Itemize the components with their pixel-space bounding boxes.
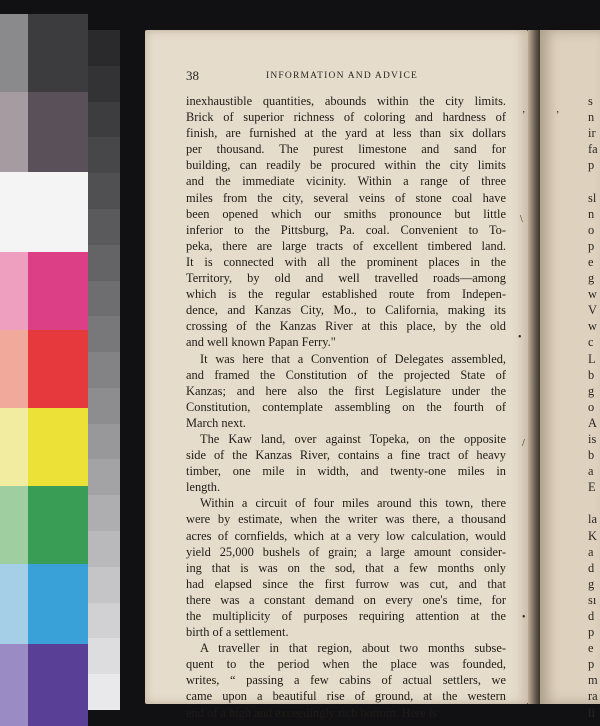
facing-page-fragment: a bbox=[588, 464, 594, 479]
gray-step bbox=[88, 102, 120, 138]
page-number: 38 bbox=[186, 68, 199, 83]
facing-page-fragment: g bbox=[588, 383, 595, 398]
color-calibration-strip bbox=[0, 0, 120, 726]
text-line: per thousand. The purest limestone and sand for bbox=[186, 142, 506, 157]
gray-step bbox=[88, 567, 120, 603]
facing-page-fragment: ir bbox=[588, 126, 596, 141]
gray-step bbox=[88, 459, 120, 495]
calibration-swatch bbox=[28, 14, 88, 92]
facing-page-fragment: p bbox=[588, 238, 595, 253]
gutter-mark: • bbox=[522, 612, 526, 623]
facing-page-fragment: p bbox=[588, 158, 595, 173]
gray-step bbox=[88, 173, 120, 209]
facing-page-fragment: c bbox=[588, 335, 594, 350]
calibration-swatch bbox=[28, 408, 88, 486]
facing-page-fragment: sl bbox=[588, 190, 597, 205]
gray-step bbox=[88, 281, 120, 317]
gray-step bbox=[88, 30, 120, 66]
text-line: building, can readily be procured within the city limits bbox=[186, 158, 506, 173]
facing-page-fragment: V bbox=[588, 303, 597, 318]
book-gutter bbox=[528, 30, 540, 704]
running-head: INFORMATION AND ADVICE bbox=[266, 71, 419, 81]
calibration-swatch bbox=[0, 252, 28, 330]
text-line: miles from the city, several veins of stone coal have bbox=[186, 190, 506, 205]
gray-step bbox=[88, 531, 120, 567]
text-line: birth of a settlement. bbox=[186, 625, 289, 640]
text-line: side of the Kanzas River, contains a fine tract of heavy bbox=[186, 448, 506, 463]
text-line: quent to the period when the place was founded, bbox=[186, 657, 506, 672]
text-line: length. bbox=[186, 480, 221, 495]
facing-page-fragment: d bbox=[588, 560, 595, 575]
text-line: which is the regular established route from Indepen- bbox=[186, 287, 506, 302]
gray-step bbox=[88, 424, 120, 460]
facing-page-fragment: n bbox=[588, 206, 595, 221]
text-line: ing that is was on the sod, that a few months only bbox=[186, 560, 506, 575]
facing-page-fragment: K bbox=[588, 528, 597, 543]
gray-step bbox=[88, 495, 120, 531]
calibration-swatch bbox=[28, 252, 88, 330]
facing-page-fragment: fa bbox=[588, 142, 598, 157]
facing-page-fragment: w bbox=[588, 287, 597, 302]
facing-page-fragment: a bbox=[588, 544, 594, 559]
text-line: Constitution, contemplate assembling on the fourth of bbox=[186, 399, 506, 414]
text-line: acres of cornfields, which at a very low calculation, would bbox=[186, 528, 506, 543]
calibration-swatch bbox=[0, 408, 28, 486]
text-line: Brick of superior richness of coloring and hardness of bbox=[186, 110, 506, 125]
facing-page-fragment: g bbox=[588, 576, 595, 591]
gray-step bbox=[88, 603, 120, 639]
facing-page-fragment: p bbox=[588, 657, 595, 672]
text-line: end of a high and exceedingly rich bottom. Here is bbox=[186, 705, 438, 720]
calibration-swatch bbox=[28, 564, 88, 644]
calibration-swatch bbox=[28, 644, 88, 726]
gray-step bbox=[88, 137, 120, 173]
text-line: Within a circuit of four miles around this town, there bbox=[200, 496, 506, 511]
text-line: and framed the Constitution of the projected State of bbox=[186, 367, 506, 382]
text-line: yield 25,000 bushels of grain; a large amount consider- bbox=[186, 544, 506, 559]
facing-page-fragment: A bbox=[588, 415, 597, 430]
gray-step bbox=[88, 66, 120, 102]
facing-page-fragment: w bbox=[588, 319, 597, 334]
facing-page-fragment: e bbox=[588, 641, 594, 656]
text-line: and well known Papan Ferry." bbox=[186, 335, 336, 350]
facing-page-fragment: d bbox=[588, 609, 595, 623]
text-line: The Kaw land, over against Topeka, on the opposite bbox=[200, 431, 506, 446]
text-line: timber, one mile in width, and twenty-one miles in bbox=[186, 464, 506, 479]
text-line: and the immediate vicinity. Within a range of three bbox=[186, 174, 506, 189]
facing-page-fragment: sı bbox=[588, 592, 597, 607]
calibration-swatch bbox=[0, 486, 28, 564]
page-body-text bbox=[186, 93, 506, 721]
facing-page-fragment: ra bbox=[588, 689, 598, 704]
gray-step bbox=[88, 245, 120, 281]
text-line: Kanzas; and here also the first Legislature under the bbox=[186, 383, 506, 398]
text-line: finish, are furnished at the yard at less than six dollars bbox=[186, 126, 506, 141]
facing-page-fragment: g bbox=[588, 271, 595, 286]
facing-page-fragment: li bbox=[588, 705, 595, 720]
text-line: there was a constant demand on every one's time, for bbox=[186, 592, 506, 607]
facing-page-fragment: b bbox=[588, 367, 595, 382]
calibration-swatch bbox=[0, 172, 88, 252]
calibration-swatch bbox=[0, 92, 28, 172]
text-line: inexhaustible quantities, abounds within the city limits. bbox=[186, 94, 506, 108]
facing-page-fragment: la bbox=[588, 512, 597, 527]
facing-page-fragment: p bbox=[588, 625, 595, 640]
text-line: It is connected with all the prominent places in the bbox=[186, 254, 506, 269]
facing-page-fragment: o bbox=[588, 222, 595, 237]
text-line: were by estimate, when the writer was there, a thousand bbox=[186, 512, 506, 527]
gutter-mark: ʼ bbox=[556, 110, 560, 121]
gray-step bbox=[88, 209, 120, 245]
gray-step bbox=[88, 674, 120, 710]
gutter-mark: ʼ bbox=[522, 110, 526, 121]
calibration-swatch bbox=[28, 330, 88, 408]
text-line: came upon a beautiful rise of ground, at the western bbox=[186, 689, 506, 704]
text-line: A traveller in that region, about two months subse- bbox=[200, 641, 506, 656]
text-line: dence, and Kanzas City, Mo., to California, making its bbox=[186, 303, 506, 318]
text-line: crossing of the Kanzas River at this place, by the old bbox=[186, 319, 506, 334]
facing-page-fragment: is bbox=[588, 431, 597, 446]
facing-page-fragment: o bbox=[588, 399, 595, 414]
text-line: Territory, by old and well travelled roads—among bbox=[186, 271, 506, 286]
calibration-swatch bbox=[0, 14, 28, 92]
text-line: had elapsed since the first furrow was cut, and that bbox=[186, 576, 506, 591]
calibration-swatch bbox=[28, 486, 88, 564]
text-line: the multiplicity of purposes requiring attention at the bbox=[186, 609, 506, 623]
calibration-swatch bbox=[0, 644, 28, 726]
calibration-swatch bbox=[0, 564, 28, 644]
facing-page-fragment: L bbox=[588, 351, 596, 366]
facing-page-fragment bbox=[588, 495, 600, 511]
facing-page-text-edge bbox=[588, 93, 600, 721]
calibration-swatch bbox=[28, 92, 88, 172]
calibration-swatch bbox=[0, 330, 28, 408]
gutter-mark: • bbox=[518, 332, 522, 343]
facing-page-fragment: m bbox=[588, 673, 598, 688]
gray-step bbox=[88, 352, 120, 388]
text-line: inferior to the Pittsburg, Pa. coal. Convenient to To- bbox=[186, 222, 506, 237]
gutter-mark: \ bbox=[520, 214, 523, 225]
text-line: been opened which our smiths pronounce but little bbox=[186, 206, 506, 221]
gutter-mark: / bbox=[522, 438, 525, 449]
gray-step bbox=[88, 388, 120, 424]
text-line: March next. bbox=[186, 415, 246, 430]
gray-step bbox=[88, 638, 120, 674]
facing-page-fragment: e bbox=[588, 254, 594, 269]
gray-step bbox=[88, 316, 120, 352]
facing-page-fragment: E bbox=[588, 480, 596, 495]
text-line: It was here that a Convention of Delegates assembled, bbox=[200, 351, 506, 366]
facing-page-fragment: s bbox=[588, 94, 593, 108]
facing-page-fragment bbox=[588, 173, 600, 189]
facing-page-fragment: n bbox=[588, 110, 595, 125]
text-line: peka, there are large tracts of excellent timbered land. bbox=[186, 238, 506, 253]
text-line: writes, “ passing a few cabins of actual settlers, we bbox=[186, 673, 506, 688]
facing-page-fragment: b bbox=[588, 448, 595, 463]
